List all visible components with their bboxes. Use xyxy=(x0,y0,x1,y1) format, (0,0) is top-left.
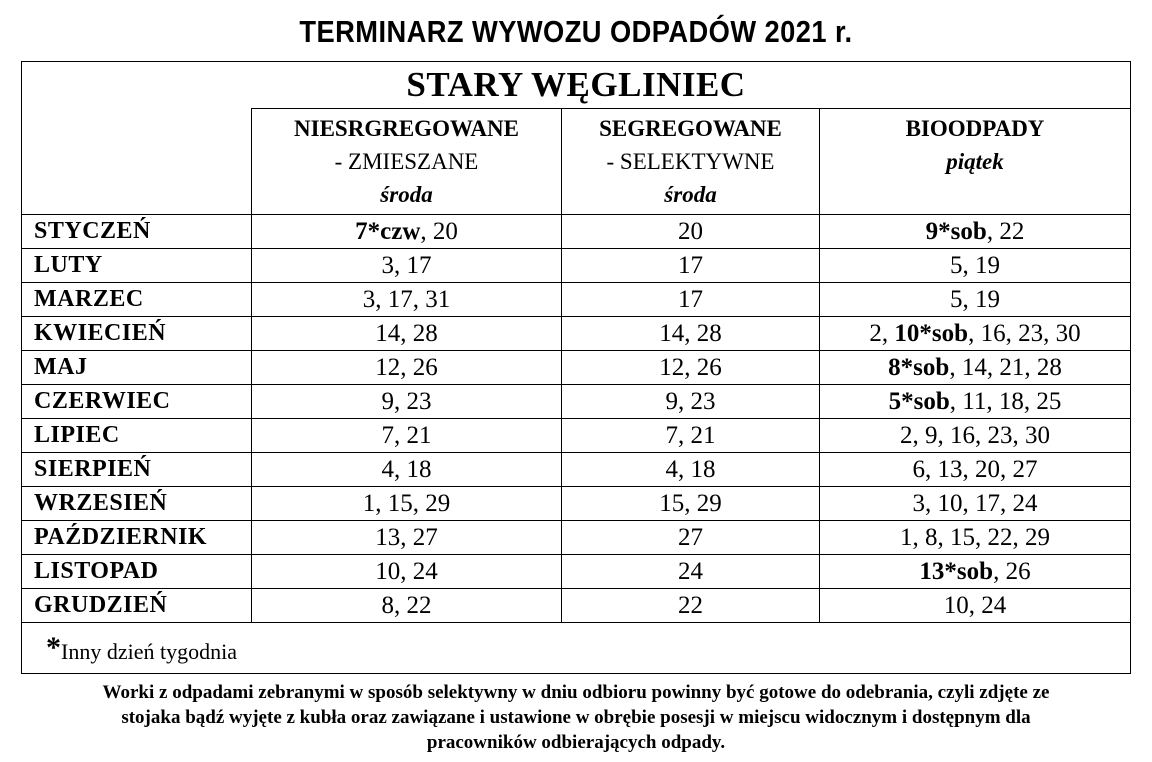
column-header-segregated xyxy=(562,109,820,215)
date-text: , 22 xyxy=(986,217,1025,245)
table-row xyxy=(22,249,1131,283)
date-text: 8, 22 xyxy=(381,591,432,619)
mixed-dates-cell xyxy=(252,385,562,419)
table-row xyxy=(22,215,1131,249)
segregated-dates-cell xyxy=(562,351,820,385)
mixed-dates-cell xyxy=(252,453,562,487)
table-row xyxy=(22,521,1131,555)
bio-dates-cell xyxy=(820,589,1131,623)
table-row xyxy=(22,453,1131,487)
table-row xyxy=(22,317,1131,351)
bio-dates-cell xyxy=(820,487,1131,521)
date-text: 3, 10, 17, 24 xyxy=(912,489,1038,517)
segregated-dates-cell xyxy=(562,589,820,623)
bio-dates-cell xyxy=(820,283,1131,317)
mixed-dates-cell xyxy=(252,487,562,521)
mixed-dates-cell xyxy=(252,351,562,385)
bio-dates-cell xyxy=(820,317,1131,351)
mixed-dates-cell xyxy=(252,555,562,589)
date-text: 7, 21 xyxy=(381,421,432,449)
segregated-dates-cell xyxy=(562,249,820,283)
date-text: 20 xyxy=(678,217,703,245)
column-bio-name: BIOODPADY xyxy=(905,116,1045,141)
date-text: 2, 9, 16, 23, 30 xyxy=(900,421,1050,449)
month-cell: STYCZEŃ xyxy=(22,215,252,249)
date-text: 9, 23 xyxy=(665,387,716,415)
footer-line-1: Worki z odpadami zebranymi w sposób selektywny w dniu odbioru powinny być gotowe do odebrania, czyli zdjęte ze xyxy=(102,682,1050,703)
note-cell xyxy=(22,623,1131,674)
mixed-dates-cell xyxy=(252,521,562,555)
segregated-dates-cell xyxy=(562,453,820,487)
segregated-dates-cell xyxy=(562,521,820,555)
column-mixed-name: NIESRGREGOWANE xyxy=(294,116,519,141)
month-cell: MAJ xyxy=(22,351,252,385)
date-text: 9, 23 xyxy=(381,387,432,415)
column-mixed-day: środa xyxy=(380,182,433,207)
date-text: 12, 26 xyxy=(375,353,438,381)
note-text: Inny dzień tygodnia xyxy=(61,639,237,664)
note-row xyxy=(22,623,1131,674)
exception-date: 7*czw xyxy=(355,217,421,245)
month-cell: LISTOPAD xyxy=(22,555,252,589)
month-cell: KWIECIEŃ xyxy=(22,317,252,351)
date-text: 1, 8, 15, 22, 29 xyxy=(900,523,1050,551)
month-cell: LUTY xyxy=(22,249,252,283)
segregated-dates-cell xyxy=(562,385,820,419)
segregated-dates-cell xyxy=(562,283,820,317)
segregated-dates-cell xyxy=(562,317,820,351)
note-asterisk: * xyxy=(46,631,61,664)
schedule-table xyxy=(21,61,1131,674)
location-row xyxy=(22,62,1131,109)
table-row xyxy=(22,419,1131,453)
date-text: 10, 24 xyxy=(375,557,438,585)
mixed-dates-cell xyxy=(252,589,562,623)
table-row xyxy=(22,555,1131,589)
footer-line-3: pracowników odbierających odpady. xyxy=(426,732,726,753)
month-cell: PAŹDZIERNIK xyxy=(22,521,252,555)
month-cell: MARZEC xyxy=(22,283,252,317)
date-text: 5, 19 xyxy=(950,251,1000,279)
mixed-dates-cell xyxy=(252,215,562,249)
date-text: 2, xyxy=(869,319,895,347)
date-text: 7, 21 xyxy=(665,421,716,449)
date-text: 27 xyxy=(678,523,703,551)
bio-dates-cell xyxy=(820,215,1131,249)
exception-date: 9*sob xyxy=(925,217,987,245)
bio-dates-cell xyxy=(820,419,1131,453)
date-text: 15, 29 xyxy=(659,489,722,517)
column-mixed-subname: - ZMIESZANE xyxy=(334,149,479,174)
date-text: , 16, 23, 30 xyxy=(968,319,1081,347)
month-cell: LIPIEC xyxy=(22,419,252,453)
date-text: 6, 13, 20, 27 xyxy=(912,455,1038,483)
date-text: 22 xyxy=(678,591,703,619)
mixed-dates-cell xyxy=(252,419,562,453)
month-cell: SIERPIEŃ xyxy=(22,453,252,487)
table-row xyxy=(22,385,1131,419)
date-text: 13, 27 xyxy=(375,523,438,551)
bio-dates-cell xyxy=(820,385,1131,419)
table-row xyxy=(22,487,1131,521)
column-segregated-day: środa xyxy=(664,182,717,207)
segregated-dates-cell xyxy=(562,215,820,249)
mixed-dates-cell xyxy=(252,283,562,317)
month-cell: CZERWIEC xyxy=(22,385,252,419)
date-text: , 14, 21, 28 xyxy=(949,353,1062,381)
exception-date: 10*sob xyxy=(894,319,969,347)
bio-dates-cell xyxy=(820,249,1131,283)
date-text: , 11, 18, 25 xyxy=(949,387,1062,415)
bio-dates-cell xyxy=(820,351,1131,385)
date-text: 17 xyxy=(678,251,703,279)
date-text: , 26 xyxy=(993,557,1031,585)
bio-dates-cell xyxy=(820,453,1131,487)
table-row xyxy=(22,351,1131,385)
month-cell: GRUDZIEŃ xyxy=(22,589,252,623)
date-text: 3, 17, 31 xyxy=(362,285,451,313)
location-name: STARY WĘGLINIEC xyxy=(22,62,1131,109)
date-text: 17 xyxy=(678,285,703,313)
exception-date: 13*sob xyxy=(919,557,994,585)
exception-date: 5*sob xyxy=(888,387,950,415)
column-header-bio xyxy=(820,109,1131,215)
date-text: 14, 28 xyxy=(375,319,438,347)
table-row xyxy=(22,283,1131,317)
date-text: 4, 18 xyxy=(381,455,432,483)
date-text: 3, 17 xyxy=(381,251,432,279)
date-text: 5, 19 xyxy=(950,285,1000,313)
segregated-dates-cell xyxy=(562,555,820,589)
month-cell: WRZESIEŃ xyxy=(22,487,252,521)
column-segregated-name: SEGREGOWANE xyxy=(599,116,782,141)
footer-line-2: stojaka bądź wyjęte z kubła oraz zawiązane i ustawione w obrębie posesji w miejscu widocznym i dostępnym dla xyxy=(121,707,1031,728)
page-title: TERMINARZ WYWOZU ODPADÓW 2021 r. xyxy=(299,14,853,49)
date-text: , 20 xyxy=(420,217,458,245)
mixed-dates-cell xyxy=(252,249,562,283)
footer-notice xyxy=(0,680,1152,755)
exception-date: 8*sob xyxy=(888,353,950,381)
segregated-dates-cell xyxy=(562,419,820,453)
header-row xyxy=(22,109,1131,215)
date-text: 24 xyxy=(678,557,703,585)
table-row xyxy=(22,589,1131,623)
date-text: 1, 15, 29 xyxy=(362,489,451,517)
date-text: 4, 18 xyxy=(665,455,716,483)
bio-dates-cell xyxy=(820,555,1131,589)
date-text: 12, 26 xyxy=(659,353,722,381)
date-text: 10, 24 xyxy=(943,591,1007,619)
bio-dates-cell xyxy=(820,521,1131,555)
mixed-dates-cell xyxy=(252,317,562,351)
segregated-dates-cell xyxy=(562,487,820,521)
month-header-blank xyxy=(22,109,252,215)
column-bio-day: piątek xyxy=(946,149,1004,174)
date-text: 14, 28 xyxy=(659,319,722,347)
column-header-mixed xyxy=(252,109,562,215)
column-segregated-subname: - SELEKTYWNE xyxy=(606,149,775,174)
